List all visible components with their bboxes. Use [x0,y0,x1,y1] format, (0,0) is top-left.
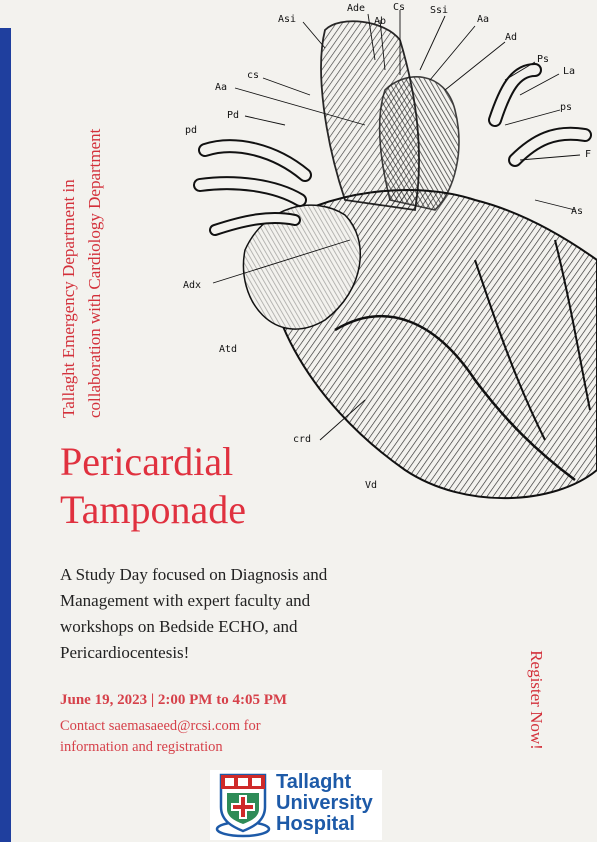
title-line-2: Tamponade [60,487,247,532]
register-now-link[interactable] [521,630,551,770]
crest-icon [213,771,273,839]
event-description: A Study Day focused on Diagnosis and Management with expert faculty and workshops on Bedside ECHO, and Pericardiocentesis! [60,565,328,662]
label-as: As [571,206,584,217]
organizer-line-1: Tallaght Emergency Department in [59,179,78,418]
contact-info: Contact saemasaeed@rcsi.com for information and registration [60,718,261,755]
label-ssi: Ssi [430,5,449,16]
label-ab: Ab [374,16,387,27]
label-la: La [563,66,576,77]
label-pd-lower: pd [185,125,198,136]
side-bar [0,28,11,842]
event-date-time: June 19, 2023 | 2:00 PM to 4:05 PM [60,692,288,708]
logo-line-3: Hospital [276,813,355,835]
label-aa: Aa [477,14,490,25]
logo-line-1: Tallaght [276,771,352,793]
organizer-line-2: collaboration with Cardiology Department [85,128,104,418]
label-cs-left: cs [247,70,260,81]
label-cs: Cs [393,2,406,13]
hospital-logo [210,770,382,840]
label-ade: Ade [347,3,366,14]
label-ps-lower: ps [560,102,573,113]
page-title [60,438,380,534]
label-vd: Vd [365,480,378,491]
label-pd: Pd [227,110,240,121]
register-now-label: Register Now! [527,650,546,750]
heart-illustration [175,0,597,510]
label-aa-left: Aa [215,82,228,93]
label-ad: Ad [505,32,518,43]
label-f: F [585,149,592,160]
logo-line-2: University [276,792,373,814]
label-asi: Asi [278,14,297,25]
label-atd: Atd [219,344,238,355]
organizer-text [56,18,116,418]
label-adx: Adx [183,280,202,291]
title-line-1: Pericardial [60,439,234,484]
label-ps: Ps [537,54,550,65]
label-crd: crd [293,434,312,445]
